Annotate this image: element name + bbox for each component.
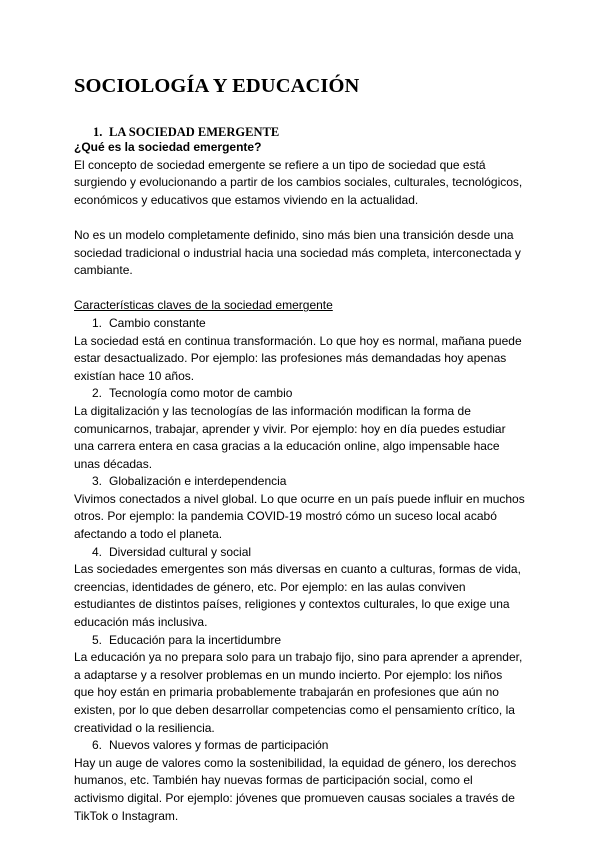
paragraph-line: comunicarnos, trabajar, aprender y vivir. Por ejemplo: hoy en día puedes estudiar bbox=[74, 421, 506, 436]
paragraph-line: afectando a todo el planeta. bbox=[74, 527, 223, 542]
transition-paragraph bbox=[74, 227, 554, 280]
characteristic-title bbox=[74, 473, 554, 491]
characteristic-title bbox=[74, 632, 554, 650]
characteristic-item bbox=[74, 544, 554, 632]
list-number: 3. bbox=[92, 474, 103, 489]
paragraph-line: creencias, identidades de género, etc. Por ejemplo: en las aulas conviven bbox=[74, 579, 466, 594]
paragraph-line: educación más inclusiva. bbox=[74, 615, 208, 630]
paragraph-line: activismo digital. Por ejemplo: jóvenes que promueven causas sociales a través de bbox=[74, 790, 515, 805]
document-title: SOCIOLOGÍA Y EDUCACIÓN bbox=[74, 75, 360, 97]
characteristics-heading: Características claves de la sociedad emergente bbox=[74, 298, 333, 313]
paragraph-line: existían hace 10 años. bbox=[74, 368, 195, 383]
paragraph-line: sociedad tradicional o industrial hacia una sociedad más completa, interconectada y bbox=[74, 245, 521, 260]
list-number: 6. bbox=[92, 738, 103, 753]
question-heading: ¿Qué es la sociedad emergente? bbox=[74, 140, 262, 154]
intro-paragraph bbox=[74, 157, 554, 210]
paragraph-line: económicos y educativos que estamos viviendo en la actualidad. bbox=[74, 192, 419, 207]
characteristic-title-text: Cambio constante bbox=[109, 315, 206, 330]
characteristic-item bbox=[74, 632, 554, 738]
characteristic-title-text: Nuevos valores y formas de participación bbox=[109, 738, 329, 753]
characteristic-title-text: Diversidad cultural y social bbox=[109, 544, 252, 559]
section-heading-text: LA SOCIEDAD EMERGENTE bbox=[109, 125, 280, 139]
paragraph-line: creatividad o la resiliencia. bbox=[74, 720, 215, 735]
paragraph-line: una carrera entera en casa gracias a la educación online, algo impensable hace bbox=[74, 439, 500, 454]
characteristic-item bbox=[74, 385, 554, 473]
characteristic-title bbox=[74, 544, 554, 562]
characteristic-title bbox=[74, 385, 554, 403]
section-number: 1. bbox=[93, 125, 103, 139]
paragraph-line: Vivimos conectados a nivel global. Lo que ocurre en un país puede influir en muchos bbox=[74, 491, 525, 506]
document-body bbox=[74, 139, 554, 825]
paragraph-line: otros. Por ejemplo: la pandemia COVID-19 mostró cómo un suceso local acabó bbox=[74, 509, 497, 524]
paragraph-line: TikTok o Instagram. bbox=[74, 808, 179, 823]
paragraph-line: La digitalización y las tecnologías de las información modifican la forma de bbox=[74, 403, 471, 418]
paragraph-spacer bbox=[74, 209, 554, 227]
paragraph-line: El concepto de sociedad emergente se refiere a un tipo de sociedad que está bbox=[74, 157, 486, 172]
paragraph-line: a adaptarse y a resolver problemas en un mundo incierto. Por ejemplo: los niños bbox=[74, 667, 503, 682]
characteristic-item bbox=[74, 315, 554, 385]
paragraph-line: No es un modelo completamente definido, sino más bien una transición desde una bbox=[74, 227, 514, 242]
characteristic-title-text: Educación para la incertidumbre bbox=[109, 632, 282, 647]
list-number: 2. bbox=[92, 386, 103, 401]
characteristic-item bbox=[74, 473, 554, 543]
paragraph-line: humanos, etc. También hay nuevas formas de participación social, como el bbox=[74, 773, 473, 788]
paragraph-line: Las sociedades emergentes son más diversas en cuanto a culturas, formas de vida, bbox=[74, 562, 521, 577]
paragraph-line: existen, por lo que deben desarrollar competencias como el pensamiento crítico, la bbox=[74, 703, 515, 717]
paragraph-line: estudiantes de distintos países, religiones y contextos culturales, lo que exige una bbox=[74, 597, 510, 612]
paragraph-line: estar desactualizado. Por ejemplo: las profesiones más demandadas hoy apenas bbox=[74, 351, 507, 366]
list-number: 1. bbox=[92, 315, 103, 330]
characteristic-title-text: Tecnología como motor de cambio bbox=[109, 386, 293, 401]
characteristic-title-text: Globalización e interdependencia bbox=[109, 474, 287, 489]
characteristic-title bbox=[74, 737, 554, 755]
list-number: 4. bbox=[92, 544, 103, 559]
paragraph-line: surgiendo y evolucionando a partir de los cambios sociales, culturales, tecnológicos, bbox=[74, 175, 523, 190]
paragraph-line: unas décadas. bbox=[74, 456, 153, 471]
paragraph-line: que hoy están en primaria probablemente trabajarán en profesiones que aún no bbox=[74, 685, 499, 700]
characteristic-title bbox=[74, 315, 554, 333]
paragraph-line: La educación ya no prepara solo para un trabajo fijo, sino para aprender a aprender, bbox=[74, 650, 523, 665]
characteristic-item bbox=[74, 737, 554, 825]
section-heading bbox=[93, 124, 279, 140]
paragraph-spacer bbox=[74, 280, 554, 298]
paragraph-line: Hay un auge de valores como la sostenibilidad, la equidad de género, los derechos bbox=[74, 755, 517, 770]
paragraph-line: cambiante. bbox=[74, 263, 133, 278]
paragraph-line: La sociedad está en continua transformación. Lo que hoy es normal, mañana puede bbox=[74, 333, 522, 348]
list-number: 5. bbox=[92, 632, 103, 647]
